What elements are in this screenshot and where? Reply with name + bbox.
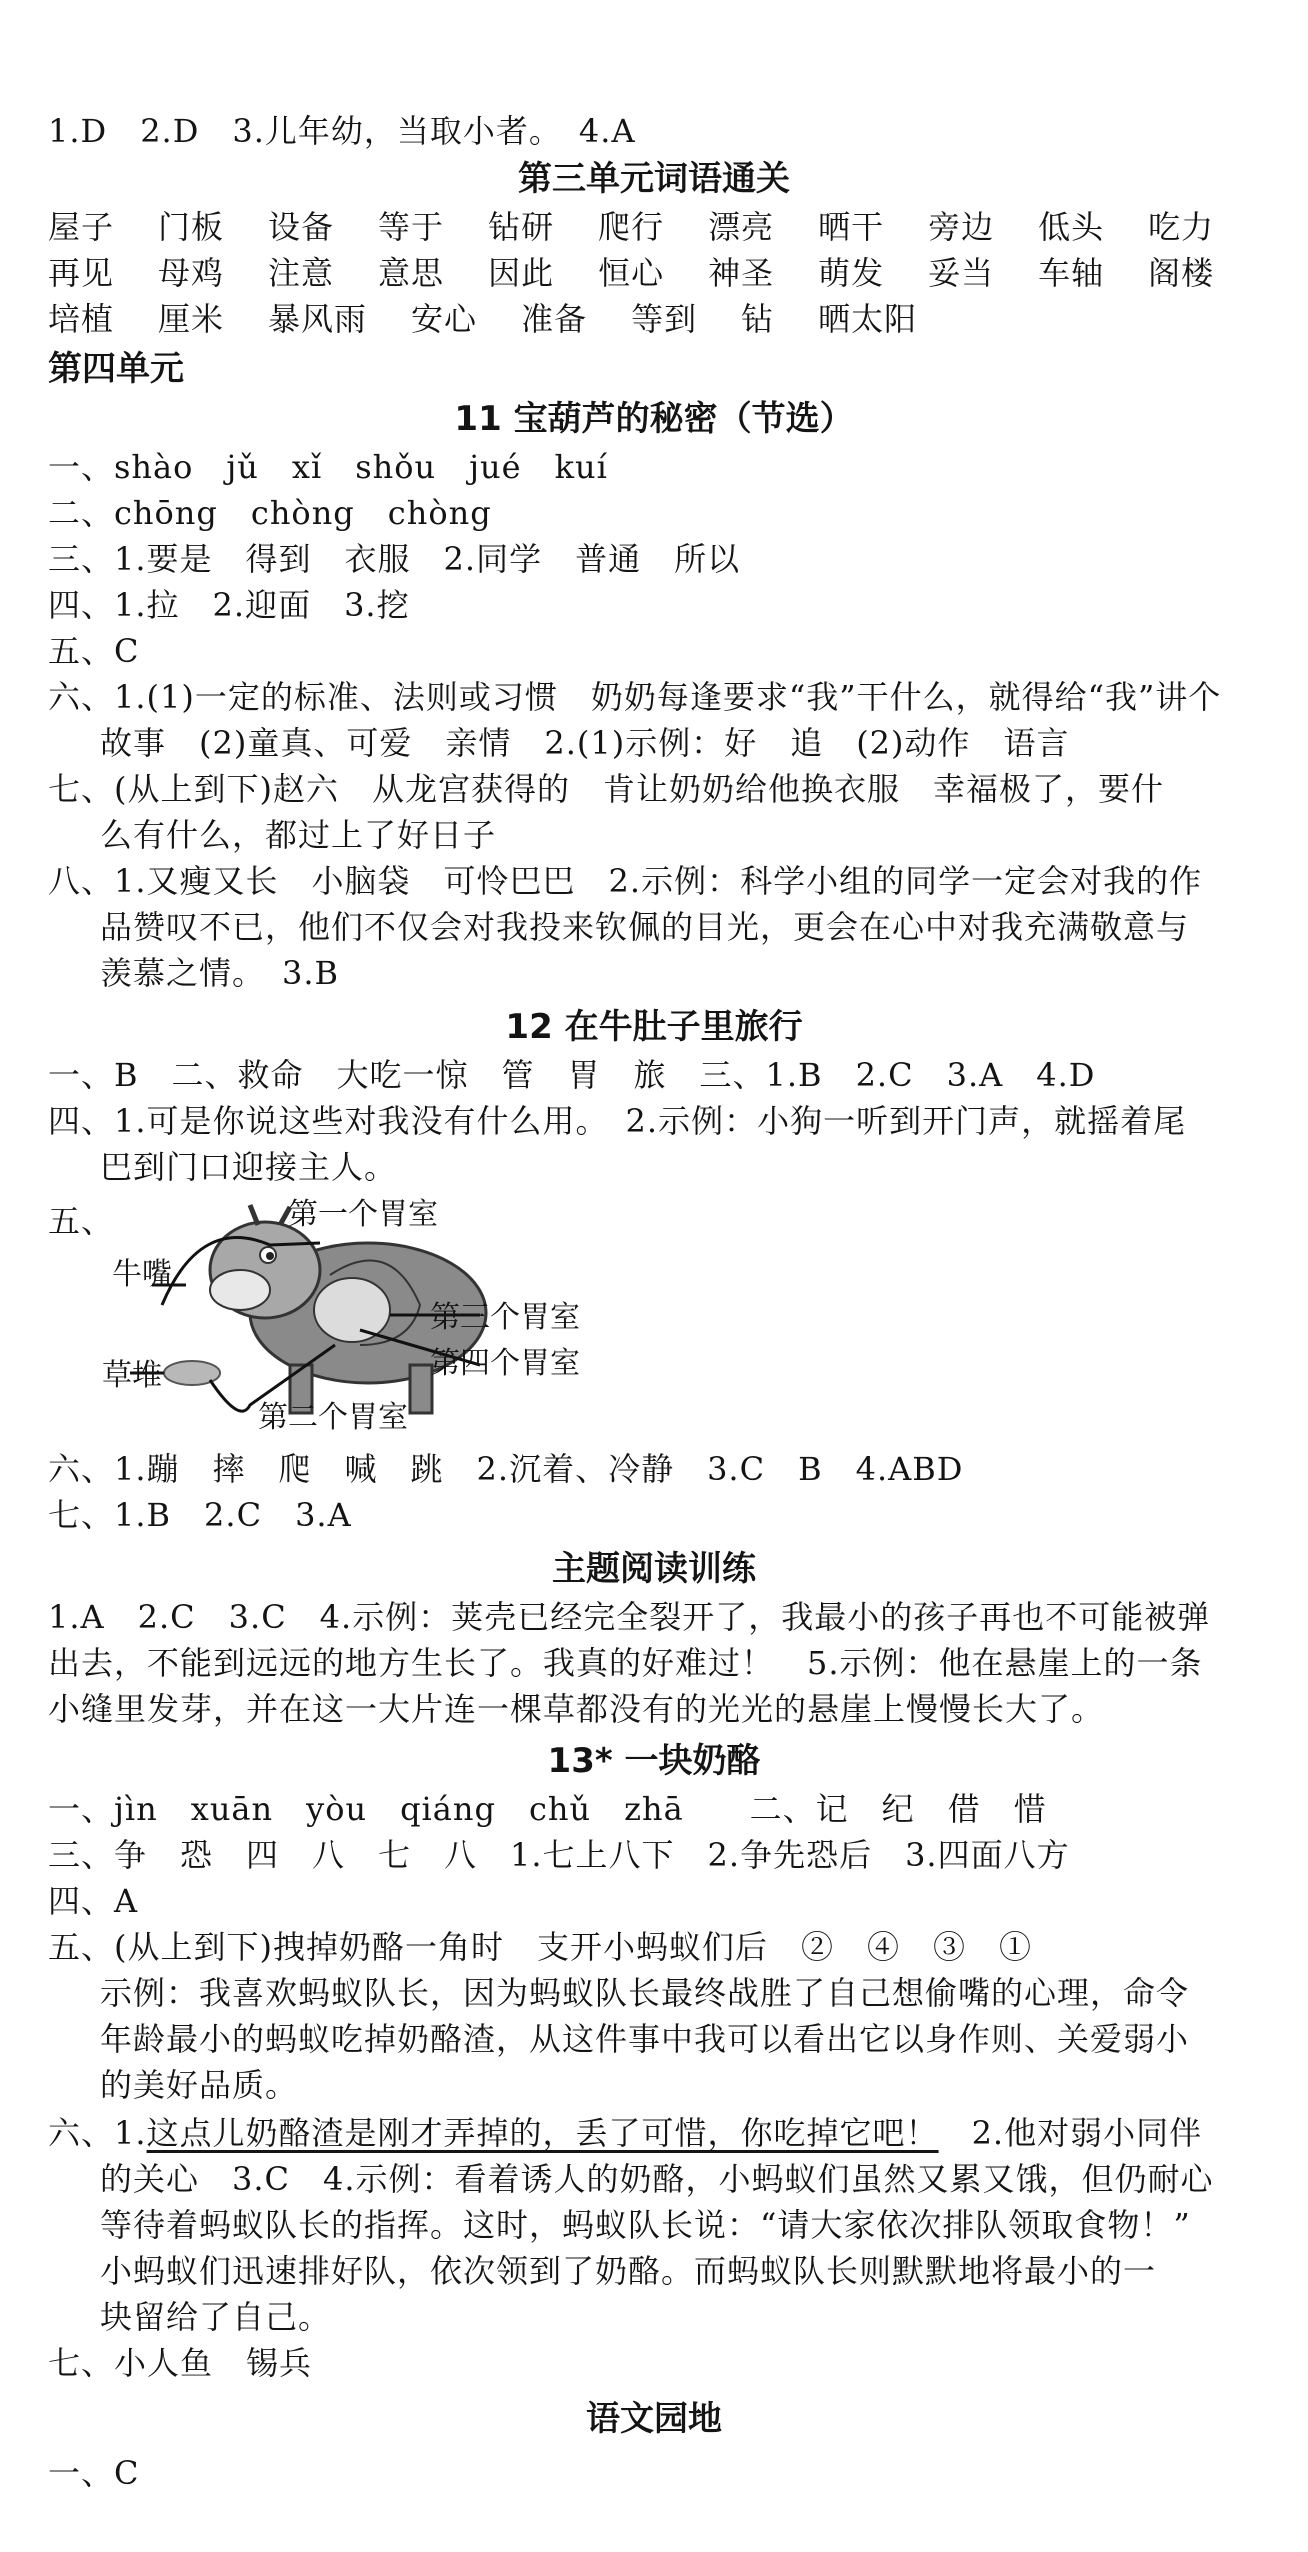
vocab-word: 晒干	[818, 208, 885, 246]
answer-line: 品赞叹不已，他们不仅会对我投来钦佩的目光，更会在心中对我充满敬意与	[100, 908, 1190, 946]
answer-line: 1.A 2.C 3.C 4.示例：荚壳已经完全裂开了，我最小的孩子再也不可能被弹	[48, 1598, 1211, 1636]
answer-line: 四、A	[48, 1882, 139, 1920]
theme-reading-title: 主题阅读训练	[552, 1549, 756, 1589]
answer-line: 七、(从上到下)赵六 从龙宫获得的 肯让奶奶给他换衣服 幸福极了，要什	[48, 770, 1164, 808]
vocab-word: 注意	[268, 254, 335, 292]
vocab-word: 钻研	[488, 208, 555, 246]
answer-line: 五、C	[48, 632, 140, 670]
vocab-word: 安心	[411, 300, 478, 338]
label-third-stomach: 第三个胃室	[430, 1300, 580, 1335]
label-first-stomach: 第一个胃室	[288, 1197, 438, 1232]
vocab-row	[48, 204, 1214, 250]
answer-line: 块留给了自己。	[100, 2298, 332, 2336]
answer-line: 小蚂蚁们迅速排好队，依次领到了奶酪。而蚂蚁队长则默默地将最小的一	[100, 2252, 1157, 2290]
answer-line: 年龄最小的蚂蚁吃掉奶酪渣，从这件事中我可以看出它以身作则、关爱弱小	[100, 2020, 1190, 2058]
answer-line: 等待着蚂蚁队长的指挥。这时，蚂蚁队长说：“请大家依次排队领取食物！”	[100, 2206, 1191, 2244]
vocab-word: 神圣	[708, 254, 775, 292]
answer-line: 一、jìn xuān yòu qiáng chǔ zhā 二、记 纪 借 惜	[48, 1790, 1047, 1828]
vocab-row	[48, 296, 917, 342]
answer-line: 四、1.可是你说这些对我没有什么用。 2.示例：小狗一听到开门声，就摇着尾	[48, 1102, 1187, 1140]
vocab-word: 爬行	[598, 208, 665, 246]
answer-line: 的关心 3.C 4.示例：看着诱人的奶酪，小蚂蚁们虽然又累又饿，但仍耐心	[100, 2160, 1214, 2198]
vocab-word: 暴风雨	[268, 300, 368, 338]
vocab-word: 妥当	[928, 254, 995, 292]
vocab-word: 低头	[1038, 208, 1105, 246]
vocab-word: 阁楼	[1148, 254, 1215, 292]
lesson13-title: 13* 一块奶酪	[547, 1741, 761, 1781]
vocab-word: 车轴	[1038, 254, 1105, 292]
top-answer-line: 1.D 2.D 3.儿年幼，当取小者。 4.A	[48, 112, 636, 150]
answer-line: 三、争 恐 四 八 七 八 1.七上八下 2.争先恐后 3.四面八方	[48, 1836, 1070, 1874]
answer-line: 故事 (2)童真、可爱 亲情 2.(1)示例：好 追 (2)动作 语言	[100, 724, 1070, 762]
vocab-word: 培植	[48, 300, 115, 338]
answer-line: 的美好品质。	[100, 2066, 299, 2104]
vocab-word: 厘米	[158, 300, 225, 338]
vocab-word: 旁边	[928, 208, 995, 246]
answer-line: 三、1.要是 得到 衣服 2.同学 普通 所以	[48, 540, 741, 578]
answer-line: 六、1.蹦 摔 爬 喊 跳 2.沉着、冷静 3.C B 4.ABD	[48, 1450, 964, 1488]
answer-line: 五、(从上到下)拽掉奶酪一角时 支开小蚂蚁们后 ② ④ ③ ①	[48, 1928, 1032, 1966]
answer-line: 羡慕之情。 3.B	[100, 954, 340, 992]
answer-line: 四、1.拉 2.迎面 3.挖	[48, 586, 410, 624]
answer-prefix: 六、1.	[48, 2114, 147, 2152]
label-cow-mouth: 牛嘴	[112, 1257, 172, 1292]
answer-line: 一、shào jǔ xǐ shǒu jué kuí	[48, 448, 608, 486]
lesson12-title: 12 在牛肚子里旅行	[505, 1007, 803, 1047]
answer-line: 二、chōng chòng chòng	[48, 494, 492, 532]
vocab-word: 准备	[521, 300, 588, 338]
answer-line: 八、1.又瘦又长 小脑袋 可怜巴巴 2.示例：科学小组的同学一定会对我的作	[48, 862, 1203, 900]
vocab-word: 因此	[488, 254, 555, 292]
vocab-word: 漂亮	[708, 208, 775, 246]
vocab-word: 意思	[378, 254, 445, 292]
label-second-stomach: 第二个胃室	[258, 1400, 408, 1435]
vocab-row	[48, 250, 1214, 296]
vocab-word: 屋子	[48, 208, 115, 246]
vocab-word: 恒心	[598, 254, 665, 292]
answer-line: 一、C	[48, 2454, 140, 2492]
answer-text: 2.他对弱小同伴	[938, 2114, 1203, 2152]
vocab-word: 再见	[48, 254, 115, 292]
answer-line: 小缝里发芽，并在这一大片连一棵草都没有的光光的悬崖上慢慢长大了。	[48, 1690, 1105, 1728]
answer-line: 示例：我喜欢蚂蚁队长，因为蚂蚁队长最终战胜了自己想偷嘴的心理，命令	[100, 1974, 1190, 2012]
vocab-word: 等到	[631, 300, 698, 338]
label-fourth-stomach: 第四个胃室	[430, 1346, 580, 1381]
garden-title: 语文园地	[586, 2399, 722, 2439]
vocab-word: 门板	[158, 208, 225, 246]
vocab-word: 萌发	[818, 254, 885, 292]
answer-line: 么有什么，都过上了好日子	[100, 816, 497, 854]
unit3-title: 第三单元词语通关	[518, 159, 790, 199]
vocab-word: 母鸡	[158, 254, 225, 292]
answer-line: 一、B 二、救命 大吃一惊 管 胃 旅 三、1.B 2.C 3.A 4.D	[48, 1056, 1096, 1094]
vocab-word: 吃力	[1148, 208, 1215, 246]
answer-line	[48, 2110, 1202, 2156]
answer-line: 六、1.(1)一定的标准、法则或习惯 奶奶每逢要求“我”干什么，就得给“我”讲个	[48, 678, 1222, 716]
vocab-word: 设备	[268, 208, 335, 246]
underlined-quote: 这点儿奶酪渣是刚才弄掉的，丢了可惜，你吃掉它吧！	[146, 2114, 939, 2152]
vocab-word: 等于	[378, 208, 445, 246]
answer-line: 七、小人鱼 锡兵	[48, 2344, 313, 2382]
vocab-word: 钻	[741, 300, 775, 338]
answer-line: 巴到门口迎接主人。	[100, 1148, 398, 1186]
vocab-word: 晒太阳	[818, 300, 918, 338]
figure-prefix: 五、	[48, 1202, 115, 1240]
answer-line: 出去，不能到远远的地方生长了。我真的好难过！ 5.示例：他在悬崖上的一条	[48, 1644, 1203, 1682]
answer-line: 七、1.B 2.C 3.A	[48, 1496, 352, 1534]
unit4-title: 第四单元	[48, 349, 184, 389]
lesson11-title: 11 宝葫芦的秘密（节选）	[454, 399, 854, 439]
label-grass-pile: 草堆	[102, 1358, 162, 1393]
